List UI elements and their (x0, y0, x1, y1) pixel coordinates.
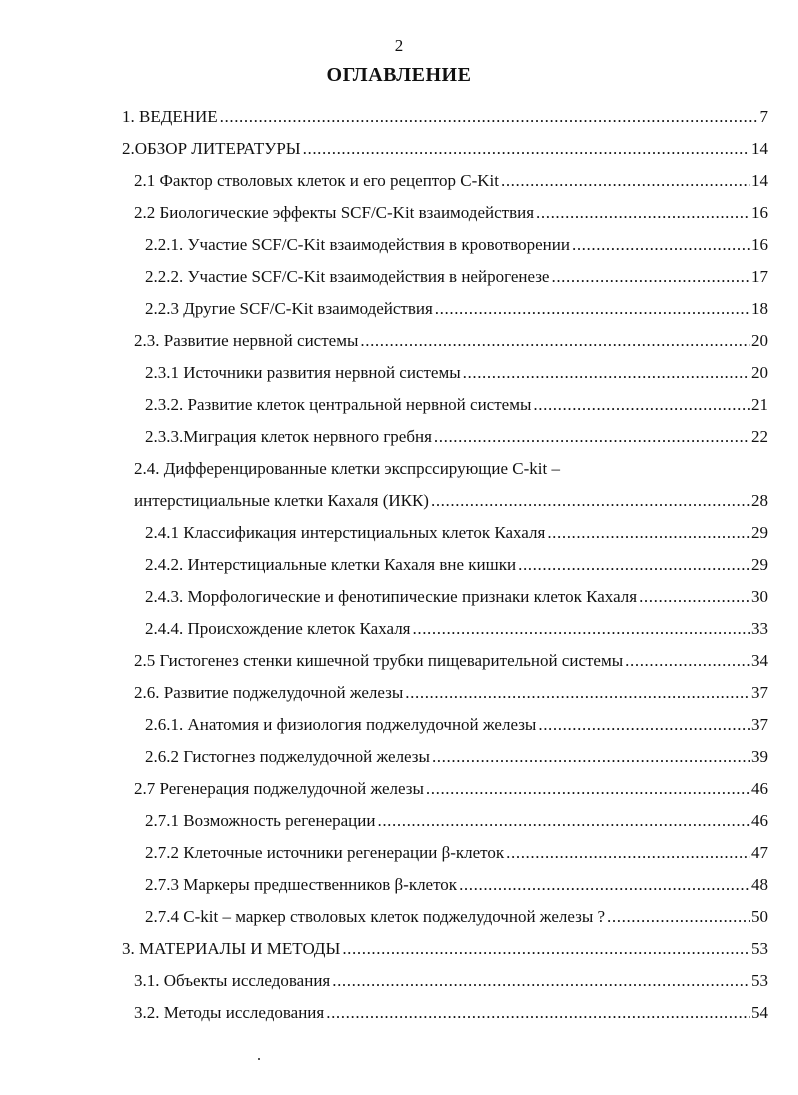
toc-entry: 3. МАТЕРИАЛЫ И МЕТОДЫ ..... 53 (122, 926, 768, 959)
toc-entry: 2.6. Развитие поджелудочной железы ..... 37 (134, 670, 768, 703)
toc-entry: 2.4.2. Интерстициальные клетки Кахаля вне кишки ..... 29 (145, 542, 768, 575)
toc-entry: 2.7.1 Возможность регенерации ..... 46 (145, 798, 768, 831)
toc-entry: 2.6.1. Анатомия и физиология поджелудочной железы ..... 37 (145, 702, 768, 735)
toc-entry: 2.7.3 Маркеры предшественников β-клеток ..... 48 (145, 862, 768, 895)
toc-entry: 2.4.3. Морфологические и фенотипические признаки клеток Кахаля ..... 30 (145, 574, 768, 607)
toc-entry: 1. ВЕДЕНИЕ ..... 7 (122, 94, 768, 127)
toc-title: ОГЛАВЛЕНИЕ (326, 64, 472, 86)
toc-entry: 2.3. Развитие нервной системы ..... 20 (134, 318, 768, 351)
toc-entry: интерстициальные клетки Кахаля (ИКК) ..... 28 (134, 478, 768, 511)
toc-entry: 3.2. Методы исследования ..... 54 (134, 990, 768, 1023)
toc-entry: 2.7.4 C-kit – маркер стволовых клеток поджелудочной железы ? ..... 50 (145, 894, 768, 927)
toc-entry: 2.2 Биологические эффекты SCF/C-Kit взаимодействия ..... 16 (134, 190, 768, 223)
toc-entry: 2.7 Регенерация поджелудочной железы ..... 46 (134, 766, 768, 799)
toc-entry: 2.ОБЗОР ЛИТЕРАТУРЫ ..... 14 (122, 126, 768, 159)
toc-entry: 2.4.4. Происхождение клеток Кахаля ..... 33 (145, 606, 768, 639)
toc-entry: 3.1. Объекты исследования ..... 53 (134, 958, 768, 991)
toc-entry: 2.5 Гистогенез стенки кишечной трубки пищеварительной системы ..... 34 (134, 638, 768, 671)
toc-entry: 2.7.2 Клеточные источники регенерации β-клеток ..... 47 (145, 830, 768, 863)
toc-entry-heading: 2.4. Дифференцированные клетки экспрссирующие C-kit – (134, 459, 560, 478)
toc-entry: 2.2.2. Участие SCF/C-Kit взаимодействия в нейрогенезе ..... 17 (145, 254, 768, 287)
toc-entry: 2.2.3 Другие SCF/C-Kit взаимодействия ..... 18 (145, 286, 768, 319)
toc-entry: 2.3.1 Источники развития нервной системы ..... 20 (145, 350, 768, 383)
toc-entry: 2.2.1. Участие SCF/C-Kit взаимодействия в кровотворении ..... 16 (145, 222, 768, 255)
scan-speck (258, 1058, 260, 1060)
toc-entry: 2.6.2 Гистогнез поджелудочной железы ..... 39 (145, 734, 768, 767)
toc-entry: 2.3.2. Развитие клеток центральной нервной системы ..... 21 (145, 382, 768, 415)
page-number: 2 (394, 36, 404, 55)
toc-entry: 2.4.1 Классификация интерстициальных клеток Кахаля ..... 29 (145, 510, 768, 543)
toc-entry: 2.3.3.Миграция клеток нервного гребня ..... 22 (145, 414, 768, 447)
toc-entry: 2.1 Фактор стволовых клеток и его рецептор C-Kit ..... 14 (134, 158, 768, 191)
